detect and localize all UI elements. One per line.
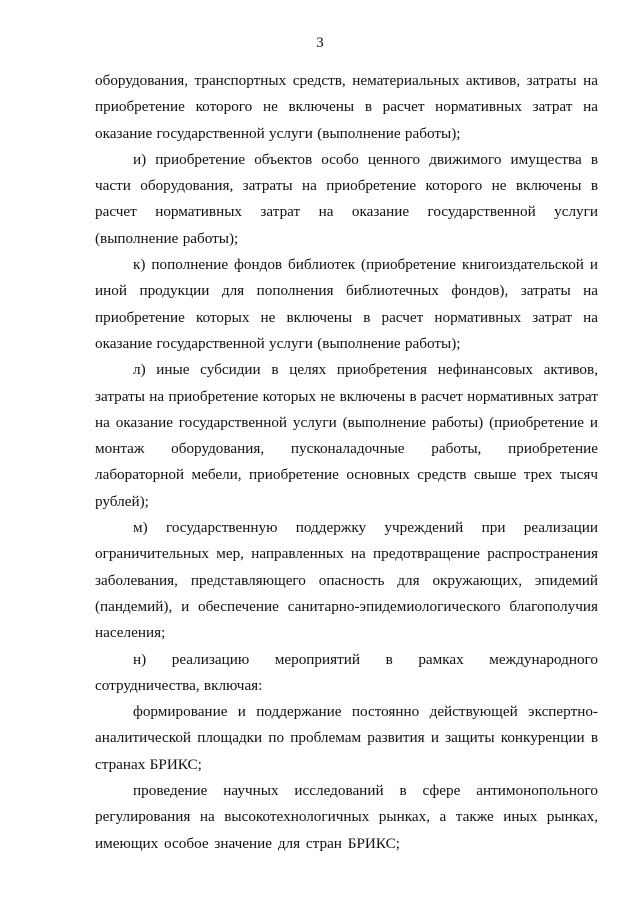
paragraph-brics-research: проведение научных исследований в сфере антимонопольного регулирования на высокотехнологичных рынках, а также иных рынках, имеющих особое значение для стран БРИКС;	[95, 782, 598, 852]
paragraph-item-l: л) иные субсидии в целях приобретения нефинансовых активов, затраты на приобретение которых не включены в расчет нормативных затрат на оказание государственной услуги (выполнение работы) (приобретение и монтаж оборудования, пусконаладочные работы, приобретение лабораторной мебели, приобретение основных средств свыше трех тысяч рублей);	[95, 361, 598, 510]
page-number: 3	[316, 35, 324, 51]
paragraph-continuation: оборудования, транспортных средств, нематериальных активов, затраты на приобретение которого не включены в расчет нормативных затрат на оказание государственной услуги (выполнение работы);	[95, 72, 598, 142]
paragraph-item-n: н) реализацию мероприятий в рамках международного сотрудничества, включая:	[95, 650, 598, 694]
paragraph-item-k: к) пополнение фондов библиотек (приобретение книгоиздательской и иной продукции для пополнения библиотечных фондов), затраты на приобретение которых не включены в расчет нормативных затрат на оказание государственной услуги (выполнение работы);	[95, 256, 598, 352]
paragraph-brics-platform: формирование и поддержание постоянно действующей экспертно-аналитической площадки по проблемам развития и защиты конкуренции в странах БРИКС;	[95, 703, 598, 773]
paragraph-item-m: м) государственную поддержку учреждений при реализации ограничительных мер, направленных на предотвращение распространения заболевания, представляющего опасность для окружающих, эпидемий (пандемий), и обеспечение санитарно-эпидемиологического благополучия населения;	[95, 519, 598, 642]
paragraph-item-i: и) приобретение объектов особо ценного движимого имущества в части оборудования, затраты на приобретение которого не включены в расчет нормативных затрат на оказание государственной услуги (выполнение работы);	[95, 150, 598, 247]
document-body	[95, 68, 598, 857]
